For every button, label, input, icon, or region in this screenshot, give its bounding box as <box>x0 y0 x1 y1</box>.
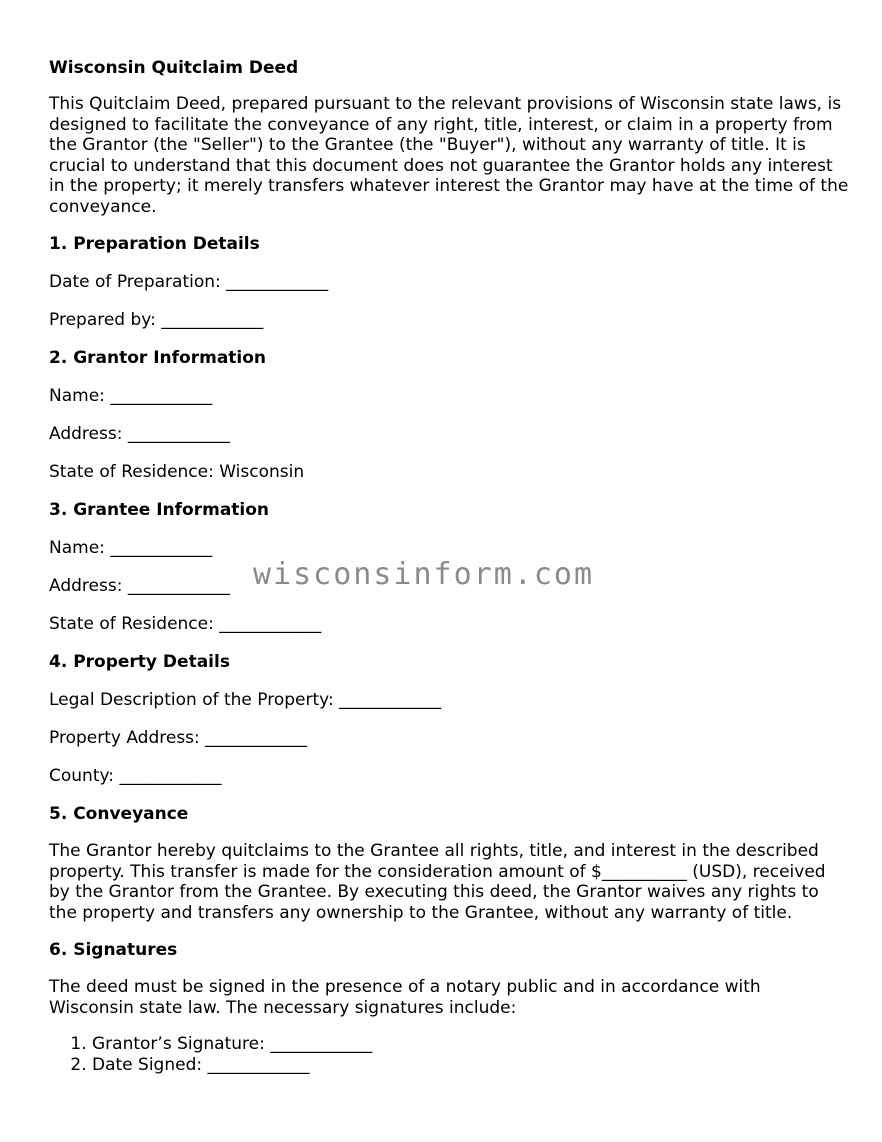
list-item-grantor-signature: 1. Grantor’s Signature: ____________ <box>92 1034 849 1055</box>
grantee-state-field: State of Residence: ____________ <box>49 614 322 634</box>
grantee-name-field: Name: ____________ <box>49 538 213 558</box>
section-heading-grantee: 3. Grantee Information <box>49 500 270 520</box>
signatures-paragraph: The deed must be signed in the presence of a notary public and in accordance with Wisconsin state law. The necessary signatures include: <box>49 977 761 1018</box>
section-heading-conveyance: 5. Conveyance <box>49 804 189 824</box>
grantor-address-field: Address: ____________ <box>49 424 230 444</box>
property-address-field: Property Address: ____________ <box>49 728 308 748</box>
legal-description-field: Legal Description of the Property: ____________ <box>49 690 442 710</box>
document-title: Wisconsin Quitclaim Deed <box>49 58 299 78</box>
watermark-text: wisconsinform.com <box>253 557 595 592</box>
signatures-list <box>49 1034 849 1075</box>
date-of-preparation-field: Date of Preparation: ____________ <box>49 272 329 292</box>
conveyance-paragraph: The Grantor hereby quitclaims to the Grantee all rights, title, and interest in the described property. This transfer is made for the consideration amount of $__________ (USD), received by the Grantor from the Grantee. By executing this deed, the Grantor waives any rights to the property and transfers any ownership to the Grantee, without any warranty of title. <box>49 841 826 923</box>
grantor-name-field: Name: ____________ <box>49 386 213 406</box>
list-item-date-signed: 2. Date Signed: ____________ <box>92 1055 849 1076</box>
section-heading-property: 4. Property Details <box>49 652 230 672</box>
grantee-address-field: Address: ____________ <box>49 576 230 596</box>
section-heading-grantor: 2. Grantor Information <box>49 348 267 368</box>
prepared-by-field: Prepared by: ____________ <box>49 310 264 330</box>
section-heading-preparation: 1. Preparation Details <box>49 234 260 254</box>
intro-paragraph: This Quitclaim Deed, prepared pursuant to the relevant provisions of Wisconsin state laws, is designed to facilitate the conveyance of any right, title, interest, or claim in a property from the Grantor (the "Seller") to the Grantee (the "Buyer"), without any warranty of title. It is crucial to understand that this document does not guarantee the Grantor holds any interest in the property; it merely transfers whatever interest the Grantor may have at the time of the conveyance. <box>49 94 849 217</box>
grantor-state-field: State of Residence: Wisconsin <box>49 462 305 482</box>
county-field: County: ____________ <box>49 766 222 786</box>
section-heading-signatures: 6. Signatures <box>49 940 178 960</box>
